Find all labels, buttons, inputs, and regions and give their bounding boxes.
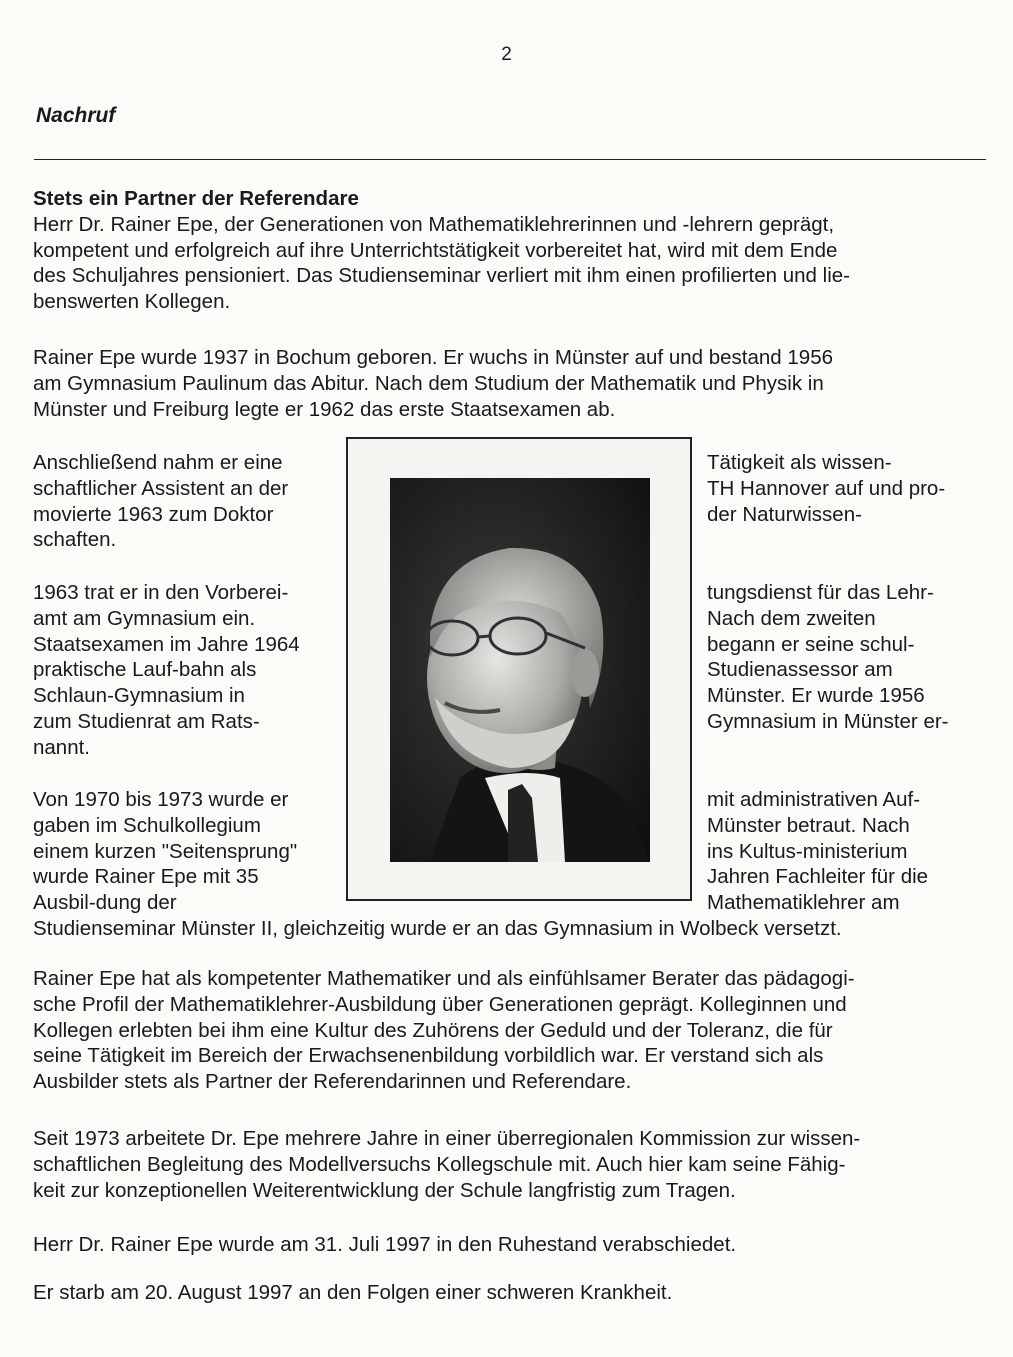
text-line: Schlaun-Gymnasium in — [33, 684, 245, 708]
text-line: schaftlichen Begleitung des Modellversuchs Kollegschule mit. Auch hier kam seine Fähig- — [33, 1152, 846, 1176]
text-line: benswerten Kollegen. — [33, 290, 231, 314]
text-line: Münster. Er wurde 1956 — [707, 684, 925, 708]
text-line: Studienassessor am — [707, 658, 893, 682]
text-line: des Schuljahres pensioniert. Das Studienseminar verliert mit ihm einen profilierten und lie- — [33, 264, 850, 288]
text-line: gaben im Schulkollegium — [33, 813, 261, 837]
text-line: 1963 trat er in den Vorberei- — [33, 581, 289, 604]
text-line: der Naturwissen- — [707, 502, 862, 526]
text-line: movierte 1963 zum Doktor — [33, 502, 274, 526]
text-line: Anschließend nahm er eine — [33, 451, 283, 474]
text-line: Herr Dr. Rainer Epe, der Generationen von Mathematiklehrerinnen und -lehrern geprägt, — [33, 212, 835, 236]
text-line: Nach dem zweiten — [707, 606, 876, 630]
right-column-paragraph-1 — [707, 450, 1007, 527]
text-line: sche Profil der Mathematiklehrer-Ausbildung über Generationen geprägt. Kolleginnen und — [33, 992, 847, 1016]
text-line: zum Studienrat am Rats- — [33, 709, 260, 733]
right-column-paragraph-2 — [707, 580, 1007, 735]
text-line: amt am Gymnasium ein. — [33, 606, 256, 630]
text-line: Gymnasium in Münster er- — [707, 709, 949, 733]
text-line: Rainer Epe hat als kompetenter Mathematiker und als einfühlsamer Berater das pädagogi- — [33, 967, 855, 990]
left-column-paragraph-1 — [33, 450, 343, 553]
text-line: TH Hannover auf und pro- — [707, 476, 946, 500]
text-line: Staatsexamen im Jahre 1964 — [33, 632, 300, 656]
text-line: Mathematiklehrer am — [707, 891, 900, 915]
text-line: Jahren Fachleiter für die — [707, 865, 929, 889]
text-line: mit administrativen Auf- — [707, 788, 921, 811]
right-column-paragraph-3 — [707, 787, 1007, 916]
text-line: ins Kultus-ministerium — [707, 839, 908, 863]
retirement-paragraph — [33, 1232, 973, 1258]
text-line: Kollegen erlebten bei ihm eine Kultur des Zuhörens der Geduld und der Toleranz, die für — [33, 1018, 833, 1042]
photo-frame — [346, 437, 692, 901]
text-line: Rainer Epe wurde 1937 in Bochum geboren. Er wuchs in Münster auf und bestand 1956 — [33, 346, 834, 369]
text-line: kompetent und erfolgreich auf ihre Unterrichtstätigkeit vorbereitet hat, wird mit dem Ende — [33, 238, 838, 262]
text-line: praktische Lauf-bahn als — [33, 658, 257, 682]
text-line: seine Tätigkeit im Bereich der Erwachsenenbildung vorbildlich war. Er verstand sich als — [33, 1044, 824, 1068]
text-line: am Gymnasium Paulinum das Abitur. Nach dem Studium der Mathematik und Physik in — [33, 371, 824, 395]
death-paragraph — [33, 1280, 973, 1306]
text-line: schaften. — [33, 528, 117, 552]
left-column-paragraph-3 — [33, 787, 343, 916]
divider-rule — [34, 159, 986, 160]
bio-paragraph — [33, 345, 973, 422]
text-line: Tätigkeit als wissen- — [707, 451, 892, 474]
left-column-paragraph-2 — [33, 580, 343, 761]
text-line: wurde Rainer Epe mit 35 — [33, 865, 259, 889]
text-line: begann er seine schul- — [707, 632, 915, 656]
text-line: keit zur konzeptionellen Weiterentwicklung der Schule langfristig zum Tragen. — [33, 1178, 736, 1202]
article-heading: Stets ein Partner der Referendare — [33, 187, 359, 210]
text-line: schaftlicher Assistent an der — [33, 476, 289, 500]
commission-paragraph — [33, 1126, 973, 1203]
text-line: Studienseminar Münster II, gleichzeitig wurde er an das Gymnasium in Wolbeck versetzt. — [33, 917, 842, 940]
text-line: Münster betraut. Nach — [707, 813, 910, 837]
text-line: Herr Dr. Rainer Epe wurde am 31. Juli 1997 in den Ruhestand verabschiedet. — [33, 1233, 737, 1256]
text-line: Ausbilder stets als Partner der Referendarinnen und Referendare. — [33, 1070, 632, 1094]
section-title: Nachruf — [36, 104, 116, 127]
text-line: tungsdienst für das Lehr- — [707, 581, 934, 604]
text-line: Er starb am 20. August 1997 an den Folgen einer schweren Krankheit. — [33, 1281, 673, 1304]
text-line: Münster und Freiburg legte er 1962 das erste Staatsexamen ab. — [33, 397, 616, 421]
text-line: einem kurzen "Seitensprung" — [33, 839, 298, 863]
text-line: Seit 1973 arbeitete Dr. Epe mehrere Jahre in einer überregionalen Kommission zur wissen- — [33, 1127, 861, 1150]
text-line: Ausbil-dung der — [33, 891, 177, 915]
page-number: 2 — [501, 44, 512, 65]
intro-section — [33, 186, 973, 315]
text-line: nannt. — [33, 735, 90, 759]
full-width-line — [33, 916, 973, 942]
text-line: Von 1970 bis 1973 wurde er — [33, 788, 289, 811]
advisor-paragraph — [33, 966, 973, 1095]
portrait-photo-icon — [390, 478, 650, 862]
